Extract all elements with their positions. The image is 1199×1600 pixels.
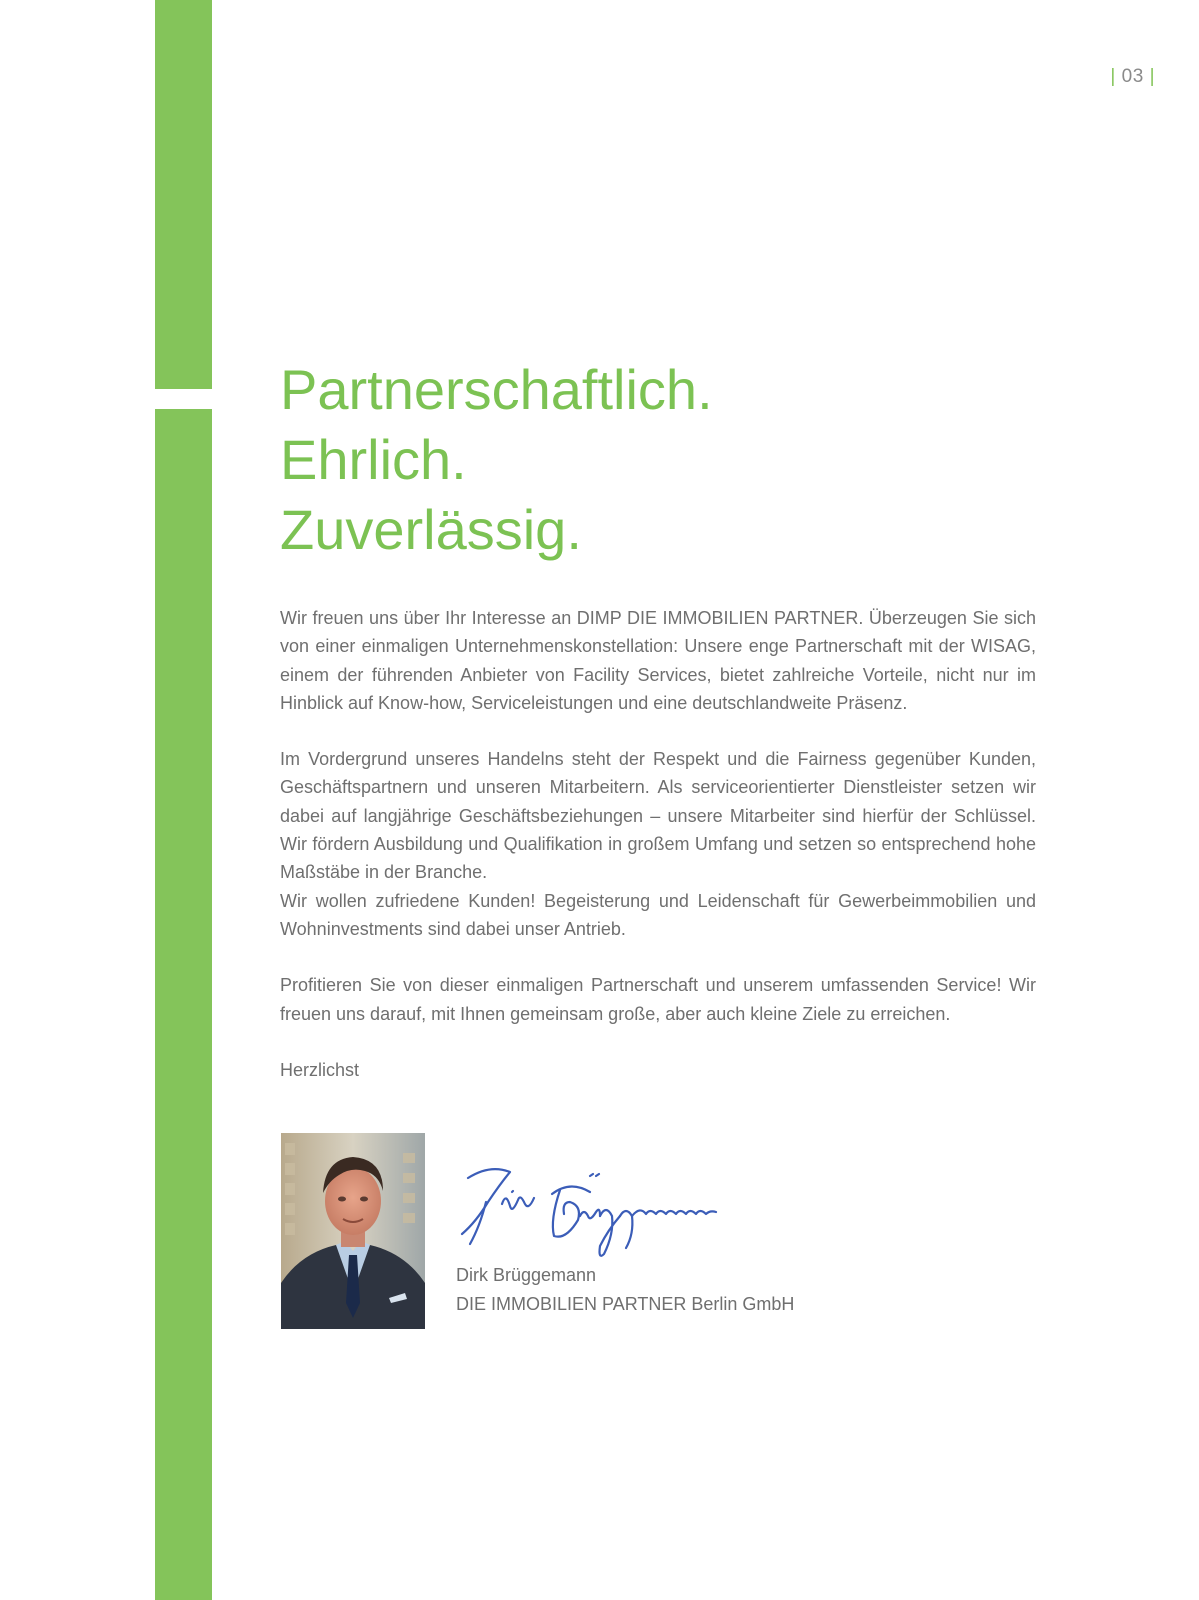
portrait-photo <box>281 1133 425 1329</box>
signatory-company: DIE IMMOBILIEN PARTNER Berlin GmbH <box>456 1294 795 1314</box>
accent-bar-bottom <box>155 409 212 1600</box>
page-number-right-divider: | <box>1149 66 1155 87</box>
page-number <box>1110 66 1155 88</box>
page-number-left-divider: | <box>1110 66 1116 87</box>
headline <box>280 355 713 565</box>
paragraph-closing: Profitieren Sie von dieser einmaligen Partnerschaft und unserem umfassenden Service! Wir freuen uns darauf, mit Ihnen gemeinsam große, aber auch kleine Ziele zu erreichen. <box>280 975 1036 1024</box>
paragraph-values: Im Vordergrund unseres Handelns steht der Respekt und die Fairness gegenüber Kunden, Geschäftspartnern und unseren Mitarbeitern. Als serviceorientierter Dienstleister setzen wir dabei auf langjährige Geschäftsbeziehungen – unsere Mitarbeiter sind hierfür der Schlüssel. Wir fördern Ausbildung und Qualifikation in großem Umfang und setzen so entsprechend hohe Maßstäbe in der Branche. <box>280 749 1036 883</box>
paragraph-customers: Wir wollen zufriedene Kunden! Begeisterung und Leidenschaft für Gewerbeimmobilien und Wohninvestments sind dabei unser Antrieb. <box>280 890 1036 939</box>
headline-line-1: Partnerschaftlich. <box>280 358 713 421</box>
letter-body <box>280 604 1036 1084</box>
accent-bar-top <box>155 0 212 389</box>
paragraph-intro: Wir freuen uns über Ihr Interesse an DIMP DIE IMMOBILIEN PARTNER. Überzeugen Sie sich von einer einmaligen Unternehmenskonstellation: Unsere enge Partnerschaft mit der WISAG, einem der führenden Anbieter von Facility Services, bietet zahlreiche Vorteile, nicht nur im Hinblick auf Know-how, Serviceleistungen und eine deutschlandweite Präsenz. <box>280 608 1036 713</box>
page-number-value: 03 <box>1121 66 1144 87</box>
headline-line-3: Zuverlässig. <box>280 498 582 561</box>
signatory-name: Dirk Brüggemann <box>456 1265 597 1285</box>
salutation: Herzlichst <box>280 1059 360 1080</box>
handwritten-signature <box>450 1150 725 1260</box>
headline-line-2: Ehrlich. <box>280 428 467 491</box>
